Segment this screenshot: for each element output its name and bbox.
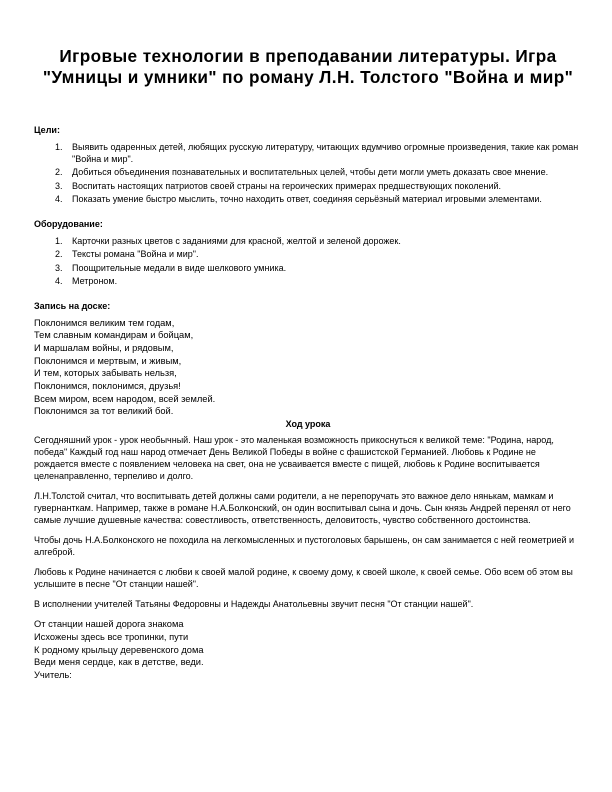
- list-text: Тексты романа "Война и мир".: [72, 249, 199, 259]
- lesson-paragraph: Любовь к Родине начинается с любви к своей малой родине, к своему дому, к своей школе, к своей семье. Обо всем об этом вы услышите в песне "От станции нашей".: [34, 567, 573, 590]
- goals-label: Цели:: [34, 125, 60, 135]
- lesson-paragraph: Чтобы дочь Н.А.Болконского не походила на легкомысленных и пустоголовых барышень, он сам занимается с ней геометрией и алгеброй.: [34, 535, 575, 558]
- list-number: 1.: [55, 142, 63, 152]
- equipment-list: [34, 236, 582, 288]
- list-number: 2.: [55, 167, 63, 177]
- song-line: Исхожены здесь все тропинки, пути: [34, 631, 189, 642]
- board-label: Запись на доске:: [34, 300, 111, 311]
- list-text: Показать умение быстро мыслить, точно находить ответ, соединяя серьёзный материал игровыми элементами.: [72, 194, 542, 204]
- page-title: Игровые технологии в преподавании литературы. Игра "Умницы и умники" по роману Л.Н. Толстого "Война и мир": [42, 46, 574, 87]
- poem-line: И тем, которых забывать нельзя,: [34, 368, 177, 379]
- song-line: От станции нашей дорога знакома: [34, 619, 184, 630]
- list-number: 2.: [55, 249, 63, 259]
- equipment-label: Оборудование:: [34, 218, 103, 229]
- poem-line: Поклонимся, поклонимся, друзья!: [34, 381, 181, 392]
- list-item: [34, 167, 582, 179]
- list-item: [34, 142, 582, 165]
- poem-line: Поклонимся великим тем годам,: [34, 317, 175, 328]
- list-number: 4.: [55, 194, 63, 204]
- list-text: Воспитать настоящих патриотов своей страны на героических примерах предшествующих поколений.: [72, 180, 502, 191]
- song-lyrics: [34, 618, 582, 682]
- list-text: Поощрительные медали в виде шелкового умника.: [72, 262, 287, 273]
- list-item: [34, 236, 582, 248]
- lesson-heading: Ход урока: [285, 419, 331, 430]
- list-number: 4.: [55, 276, 63, 286]
- poem-line: И маршалам войны, и рядовым,: [34, 342, 174, 353]
- poem-line: Поклонимся за тот великий бой.: [34, 406, 174, 417]
- list-number: 1.: [55, 235, 63, 246]
- board-poem: [34, 317, 582, 419]
- list-text: Метроном.: [72, 276, 118, 286]
- poem-line: Поклонимся и мертвым, и живым,: [34, 355, 182, 366]
- goals-list: [34, 142, 582, 206]
- list-item: [34, 249, 582, 261]
- list-number: 3.: [55, 262, 63, 273]
- lesson-paragraph: В исполнении учителей Татьяны Федоровны и Надежды Анатольевны звучит песня "От станции нашей".: [34, 599, 474, 610]
- list-item: [34, 181, 582, 193]
- list-item: [34, 276, 582, 288]
- spacer: [34, 88, 582, 124]
- poem-line: Всем миром, всем народом, всей землей.: [34, 393, 216, 404]
- teacher-label: Учитель:: [34, 669, 72, 680]
- list-item: [34, 263, 582, 275]
- song-line: Веди меня сердце, как в детстве, веди.: [34, 657, 204, 668]
- lesson-paragraph: Сегодняшний урок - урок необычный. Наш урок - это маленькая возможность прикоснуться к великой теме: "Родина, народ, победа" Каждый год наш народ отмечает День Великой Победы в войне с фашистской Германией. Любовь к Родине не рождается вместе с появлением человека на свет, она не усваивается вместе с пищей, любовь к Родине воспитывается целенаправленно, терпеливо и долго.: [34, 435, 554, 482]
- song-line: К родному крыльцу деревенского дома: [34, 644, 204, 655]
- document-page: [34, 46, 582, 682]
- list-text: Выявить одаренных детей, любящих русскую литературу, читающих вдумчиво огромные произведения, такие как роман "Война и мир".: [72, 142, 579, 164]
- list-item: [34, 194, 582, 206]
- list-text: Добиться объединения познавательных и воспитательных целей, чтобы дети могли уметь доказать свое мнение.: [72, 167, 549, 177]
- lesson-paragraph: Л.Н.Толстой считал, что воспитывать детей должны сами родители, а не перепоручать это важное дело нянькам, мамкам и гувернанткам. Например, также в романе Н.А.Болконский, он один воспитывал сына и дочь. Сын князь Андрей перенял от него самые лучшие душевные качества: совестливость, ответственность, деловитость, чувство собственного достоинства.: [34, 491, 571, 526]
- poem-line: Тем славным командирам и бойцам,: [34, 330, 194, 341]
- list-text: Карточки разных цветов с заданиями для красной, желтой и зеленой дорожек.: [72, 235, 401, 246]
- list-number: 3.: [55, 180, 63, 191]
